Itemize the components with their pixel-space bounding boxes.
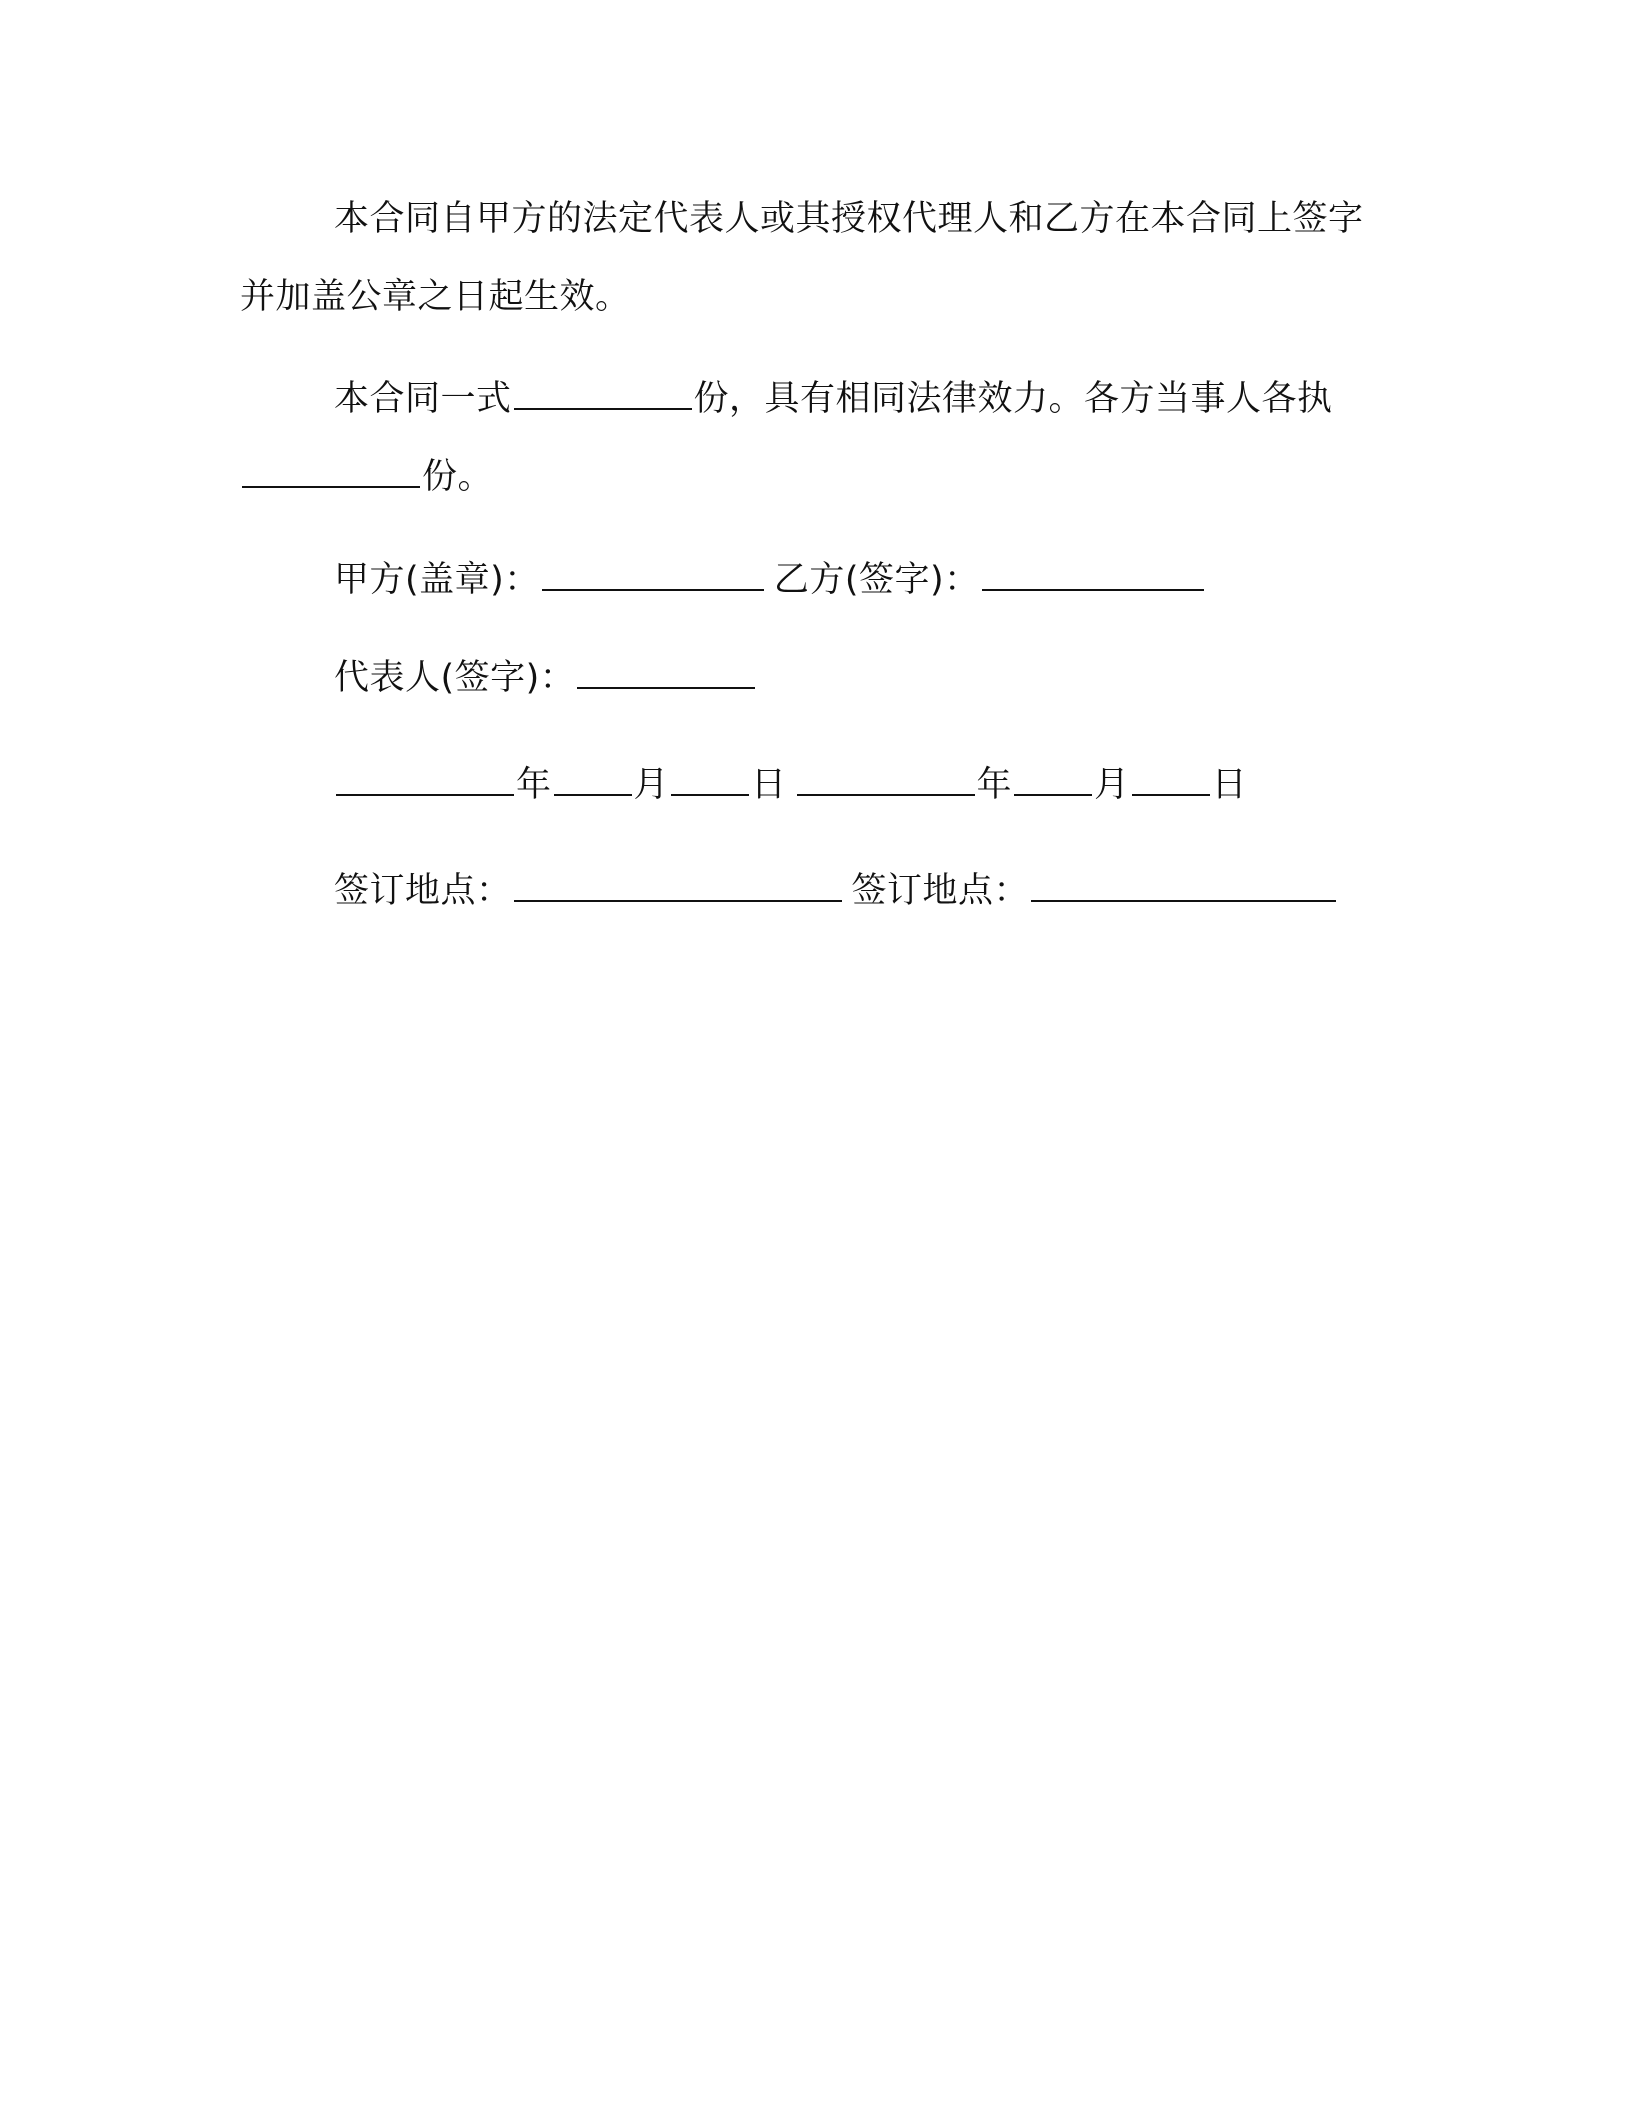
- party-b-label: 乙方(签字)：: [773, 560, 980, 600]
- copies-clause-text-3: 份。: [422, 457, 494, 497]
- day-label-b: 日: [1211, 765, 1248, 805]
- party-a-place-blank[interactable]: [514, 870, 842, 902]
- effective-clause-paragraph: [240, 180, 1390, 336]
- party-a-year-blank[interactable]: [336, 764, 514, 796]
- party-b-month-blank[interactable]: [1014, 764, 1092, 796]
- place-label-a: 签订地点：: [334, 871, 512, 911]
- copies-clause-text-1: 本合同一式: [334, 379, 512, 419]
- party-b-signature-blank[interactable]: [982, 559, 1204, 591]
- party-b-day-blank[interactable]: [1132, 764, 1210, 796]
- copies-clause-text-2: 份，具有相同法律效力。各方当事人各执: [693, 379, 1333, 419]
- copies-clause-paragraph: [240, 360, 1390, 516]
- copies-count-blank[interactable]: [514, 378, 692, 410]
- day-label-a: 日: [751, 765, 787, 805]
- party-b-year-blank[interactable]: [797, 764, 975, 796]
- month-label-b: 月: [1094, 765, 1130, 805]
- month-label-a: 月: [633, 765, 670, 805]
- representative-signature-blank[interactable]: [577, 657, 755, 689]
- year-label-a: 年: [516, 765, 552, 805]
- representative-line: [334, 653, 757, 703]
- party-a-seal-blank[interactable]: [542, 559, 764, 591]
- year-label-b: 年: [976, 765, 1013, 805]
- date-line: [334, 760, 1247, 810]
- signing-place-line: [334, 866, 1338, 916]
- copies-each-blank[interactable]: [242, 456, 420, 488]
- place-label-b: 签订地点：: [851, 871, 1030, 911]
- effective-clause-text: 本合同自甲方的法定代表人或其授权代理人和乙方在本合同上签字并加盖公章之日起生效。: [240, 199, 1364, 317]
- party-a-day-blank[interactable]: [671, 764, 749, 796]
- party-a-month-blank[interactable]: [554, 764, 632, 796]
- party-signature-line: [334, 555, 1206, 605]
- party-a-label: 甲方(盖章)：: [334, 560, 540, 600]
- representative-label: 代表人(签字)：: [334, 658, 576, 698]
- party-b-place-blank[interactable]: [1031, 870, 1336, 902]
